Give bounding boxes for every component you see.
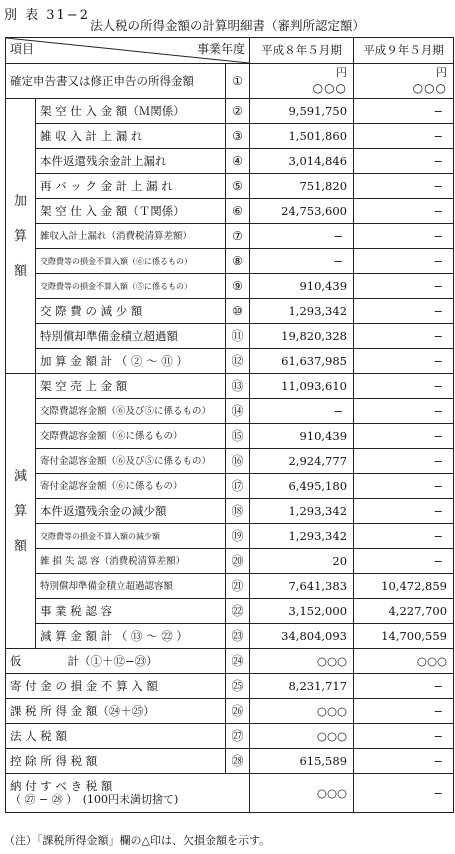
deduction-value-period2: 14,700,559 bbox=[354, 624, 454, 649]
deduction-row bbox=[6, 374, 454, 399]
addition-item-label: 再 バ ッ ク 金 計 上 漏 れ bbox=[36, 174, 226, 199]
row-number: ㉓ bbox=[226, 624, 250, 649]
addition-value-period2: − bbox=[354, 124, 454, 149]
deduction-row bbox=[6, 574, 454, 599]
summary-row bbox=[6, 724, 454, 749]
summary-row bbox=[6, 649, 454, 674]
deduction-value-period1: 6,495,180 bbox=[250, 474, 354, 499]
header-item-cell bbox=[6, 38, 250, 64]
addition-value-period1: 1,293,342 bbox=[250, 299, 354, 324]
yen-unit: 円 bbox=[436, 66, 448, 79]
summary-value-period1: 615,589 bbox=[250, 749, 354, 774]
deduction-value-period1: 2,924,777 bbox=[250, 449, 354, 474]
row-number: ③ bbox=[226, 124, 250, 149]
row-number: ① bbox=[226, 64, 250, 99]
addition-value-period1: 19,820,328 bbox=[250, 324, 354, 349]
deduction-row bbox=[6, 399, 454, 424]
addition-value-period1: 9,591,750 bbox=[250, 99, 354, 124]
addition-item-label: 雑収入計上漏れ（消費税清算差額） bbox=[36, 224, 226, 249]
summary-row bbox=[6, 749, 454, 774]
deduction-item-label: 減 算 金 額 計 （ ⑬ 〜 ㉒ ） bbox=[36, 624, 226, 649]
row-number: ⑩ bbox=[226, 299, 250, 324]
masked-value: ○○○ bbox=[412, 81, 448, 95]
summary-value-period2: − bbox=[354, 674, 454, 699]
deduction-value-period1: 1,293,342 bbox=[250, 499, 354, 524]
summary-row bbox=[6, 674, 454, 699]
addition-value-period2: − bbox=[354, 149, 454, 174]
summary-item-label: 控 除 所 得 税 額 bbox=[6, 749, 226, 774]
period2-heading: 平成９年５月期 bbox=[354, 38, 454, 64]
deduction-value-period1: 20 bbox=[250, 549, 354, 574]
deduction-value-period1: 11,093,610 bbox=[250, 374, 354, 399]
addition-value-period2: − bbox=[354, 349, 454, 374]
addition-row bbox=[6, 349, 454, 374]
deduction-item-label: 交際費認容金額（⑥に係るもの） bbox=[36, 424, 226, 449]
yen-unit: 円 bbox=[336, 66, 348, 79]
addition-item-label: 交際費等の損金不算入額（⑤に係るもの） bbox=[36, 274, 226, 299]
addition-value-period2: − bbox=[354, 249, 454, 274]
tax-payable-value-period2: − bbox=[354, 774, 454, 813]
masked-value: ○○○ bbox=[312, 81, 348, 95]
summary-item-label: 課 税 所 得 金 額（㉔＋㉕） bbox=[6, 699, 226, 724]
addition-item-label: 架 空 仕 入 金 額（Ｍ関係） bbox=[36, 99, 226, 124]
row-number: ⑪ bbox=[226, 324, 250, 349]
form-number-label: 別 表 31−2 bbox=[4, 8, 90, 23]
summary-value-period1: ○○○ bbox=[250, 649, 354, 674]
deduction-category-char: 算 bbox=[13, 503, 27, 519]
addition-item-label: 特別償却準備金積立超過額 bbox=[36, 324, 226, 349]
row-number: ⑧ bbox=[226, 249, 250, 274]
row-number: ⑤ bbox=[226, 174, 250, 199]
deduction-value-period1: 3,152,000 bbox=[250, 599, 354, 624]
deduction-value-period2: 4,227,700 bbox=[354, 599, 454, 624]
addition-value-period2: − bbox=[354, 224, 454, 249]
addition-value-period1: 751,820 bbox=[250, 174, 354, 199]
addition-value-period1: 61,637,985 bbox=[250, 349, 354, 374]
deduction-row bbox=[6, 599, 454, 624]
deduction-value-period2: − bbox=[354, 424, 454, 449]
deduction-item-label: 架 空 売 上 金 額 bbox=[36, 374, 226, 399]
declared-income-row bbox=[6, 64, 454, 99]
footnote: （注）「課税所得金額」欄の△印は、欠損金額を示す。 bbox=[4, 834, 271, 847]
row-number: ⑭ bbox=[226, 399, 250, 424]
row-number: ㉔ bbox=[226, 649, 250, 674]
deduction-value-period1: 910,439 bbox=[250, 424, 354, 449]
addition-item-label: 本件返還残余金計上漏れ bbox=[36, 149, 226, 174]
summary-value-period2: − bbox=[354, 724, 454, 749]
addition-category-char: 加 bbox=[13, 193, 27, 209]
row-number: ② bbox=[226, 99, 250, 124]
deduction-value-period2: 10,472,859 bbox=[354, 574, 454, 599]
addition-item-label: 加 算 金 額 計 （ ② 〜 ⑪ ） bbox=[36, 349, 226, 374]
row-number: ⑱ bbox=[226, 499, 250, 524]
summary-item-label: 寄 付 金 の 損 金 不 算 入 額 bbox=[6, 674, 226, 699]
summary-value-period2: ○○○ bbox=[354, 649, 454, 674]
table-header-row bbox=[6, 38, 454, 64]
row-number: ㉖ bbox=[226, 699, 250, 724]
addition-row bbox=[6, 224, 454, 249]
summary-row bbox=[6, 699, 454, 724]
deduction-row bbox=[6, 474, 454, 499]
summary-value-period2: − bbox=[354, 699, 454, 724]
addition-category-char: 額 bbox=[13, 263, 27, 279]
deduction-value-period1: − bbox=[250, 399, 354, 424]
deduction-item-label: 事 業 税 認 容 bbox=[36, 599, 226, 624]
deduction-value-period1: 7,641,383 bbox=[250, 574, 354, 599]
addition-item-label: 雑 収 入 計 上 漏 れ bbox=[36, 124, 226, 149]
addition-value-period1: − bbox=[250, 249, 354, 274]
document-title: 法人税の所得金額の計算明細書（審判所認定額） bbox=[89, 18, 365, 33]
row-number: ㉘ bbox=[226, 749, 250, 774]
addition-item-label: 架 空 仕 入 金 額（Ｔ関係） bbox=[36, 199, 226, 224]
deduction-value-period1: 1,293,342 bbox=[250, 524, 354, 549]
addition-value-period1: − bbox=[250, 224, 354, 249]
deduction-item-label: 寄付金認容金額（⑥及び⑤に係るもの） bbox=[36, 449, 226, 474]
addition-value-period2: − bbox=[354, 99, 454, 124]
row-number: ⑳ bbox=[226, 549, 250, 574]
deduction-category-char: 減 bbox=[13, 468, 27, 484]
summary-value-period1: 8,231,717 bbox=[250, 674, 354, 699]
period1-heading: 平成８年５月期 bbox=[250, 38, 354, 64]
deduction-row bbox=[6, 449, 454, 474]
summary-item-label: 仮 計（①＋⑫−㉓） bbox=[6, 649, 226, 674]
declared-income-label: 確定申告書又は修正申告の所得金額 bbox=[6, 64, 226, 99]
summary-value-period2: − bbox=[354, 749, 454, 774]
addition-value-period1: 910,439 bbox=[250, 274, 354, 299]
row-number: ⑲ bbox=[226, 524, 250, 549]
deduction-value-period2: − bbox=[354, 449, 454, 474]
deduction-item-label: 特別償却準備金積立超過認容額 bbox=[36, 574, 226, 599]
addition-value-period2: − bbox=[354, 199, 454, 224]
deduction-value-period1: 34,804,093 bbox=[250, 624, 354, 649]
addition-value-period1: 1,501,860 bbox=[250, 124, 354, 149]
row-number: ㉕ bbox=[226, 674, 250, 699]
row-number: ⑬ bbox=[226, 374, 250, 399]
addition-row bbox=[6, 149, 454, 174]
tax-payable-value-period1: ○○○ bbox=[250, 774, 354, 813]
addition-row bbox=[6, 324, 454, 349]
row-number: ㉒ bbox=[226, 599, 250, 624]
addition-row bbox=[6, 99, 454, 124]
addition-value-period1: 24,753,600 bbox=[250, 199, 354, 224]
tax-payable-label-line1: 納 付 す べ き 税 額 bbox=[10, 779, 113, 793]
addition-item-label: 交 際 費 の 減 少 額 bbox=[36, 299, 226, 324]
addition-row bbox=[6, 249, 454, 274]
row-number: ㉑ bbox=[226, 574, 250, 599]
row-number: ⑮ bbox=[226, 424, 250, 449]
deduction-item-label: 雑 損 失 認 容（消費税清算差額） bbox=[36, 549, 226, 574]
addition-value-period2: − bbox=[354, 324, 454, 349]
fiscal-year-heading: 事業年度 bbox=[197, 42, 246, 56]
deduction-row bbox=[6, 624, 454, 649]
summary-item-label: 法 人 税 額 bbox=[6, 724, 226, 749]
deduction-value-period2: − bbox=[354, 549, 454, 574]
addition-category-char: 算 bbox=[13, 228, 27, 244]
deduction-item-label: 交際費等の損金不算入額の減少額 bbox=[36, 524, 226, 549]
deduction-item-label: 交際費認容金額（⑥及び⑤に係るもの） bbox=[36, 399, 226, 424]
deduction-row bbox=[6, 524, 454, 549]
row-number: ⑯ bbox=[226, 449, 250, 474]
row-number: ⑦ bbox=[226, 224, 250, 249]
deduction-category-char: 額 bbox=[13, 538, 27, 554]
deduction-row bbox=[6, 424, 454, 449]
summary-value-period1: ○○○ bbox=[250, 724, 354, 749]
deduction-value-period2: − bbox=[354, 374, 454, 399]
deduction-value-period2: − bbox=[354, 474, 454, 499]
row-number: ⑰ bbox=[226, 474, 250, 499]
row-number: ④ bbox=[226, 149, 250, 174]
row-number: ⑫ bbox=[226, 349, 250, 374]
addition-item-label: 交際費等の損金不算入額（⑥に係るもの） bbox=[36, 249, 226, 274]
row-number: ⑥ bbox=[226, 199, 250, 224]
row-number: ㉗ bbox=[226, 724, 250, 749]
row-number: ⑨ bbox=[226, 274, 250, 299]
addition-value-period2: − bbox=[354, 299, 454, 324]
item-heading: 項目 bbox=[10, 42, 35, 56]
addition-value-period1: 3,014,846 bbox=[250, 149, 354, 174]
addition-row bbox=[6, 199, 454, 224]
addition-value-period2: − bbox=[354, 174, 454, 199]
addition-row bbox=[6, 274, 454, 299]
deduction-value-period2: − bbox=[354, 399, 454, 424]
tax-payable-row bbox=[6, 774, 454, 813]
addition-value-period2: − bbox=[354, 274, 454, 299]
deduction-value-period2: − bbox=[354, 524, 454, 549]
deduction-value-period2: − bbox=[354, 499, 454, 524]
tax-payable-label bbox=[6, 774, 250, 813]
addition-row bbox=[6, 174, 454, 199]
addition-category-cell bbox=[6, 99, 36, 374]
deduction-item-label: 寄付金認容金額（⑥に係るもの） bbox=[36, 474, 226, 499]
addition-row bbox=[6, 299, 454, 324]
tax-payable-label-line2: （ ㉗ − ㉘ ） (100円未満切捨て) bbox=[10, 793, 179, 806]
deduction-row bbox=[6, 549, 454, 574]
deduction-category-cell bbox=[6, 374, 36, 649]
deduction-row bbox=[6, 499, 454, 524]
deduction-item-label: 本件返還残余金の減少額 bbox=[36, 499, 226, 524]
tax-calculation-table bbox=[5, 37, 454, 813]
summary-value-period1: ○○○ bbox=[250, 699, 354, 724]
declared-income-value-1 bbox=[250, 64, 354, 99]
declared-income-value-2 bbox=[354, 64, 454, 99]
addition-row bbox=[6, 124, 454, 149]
